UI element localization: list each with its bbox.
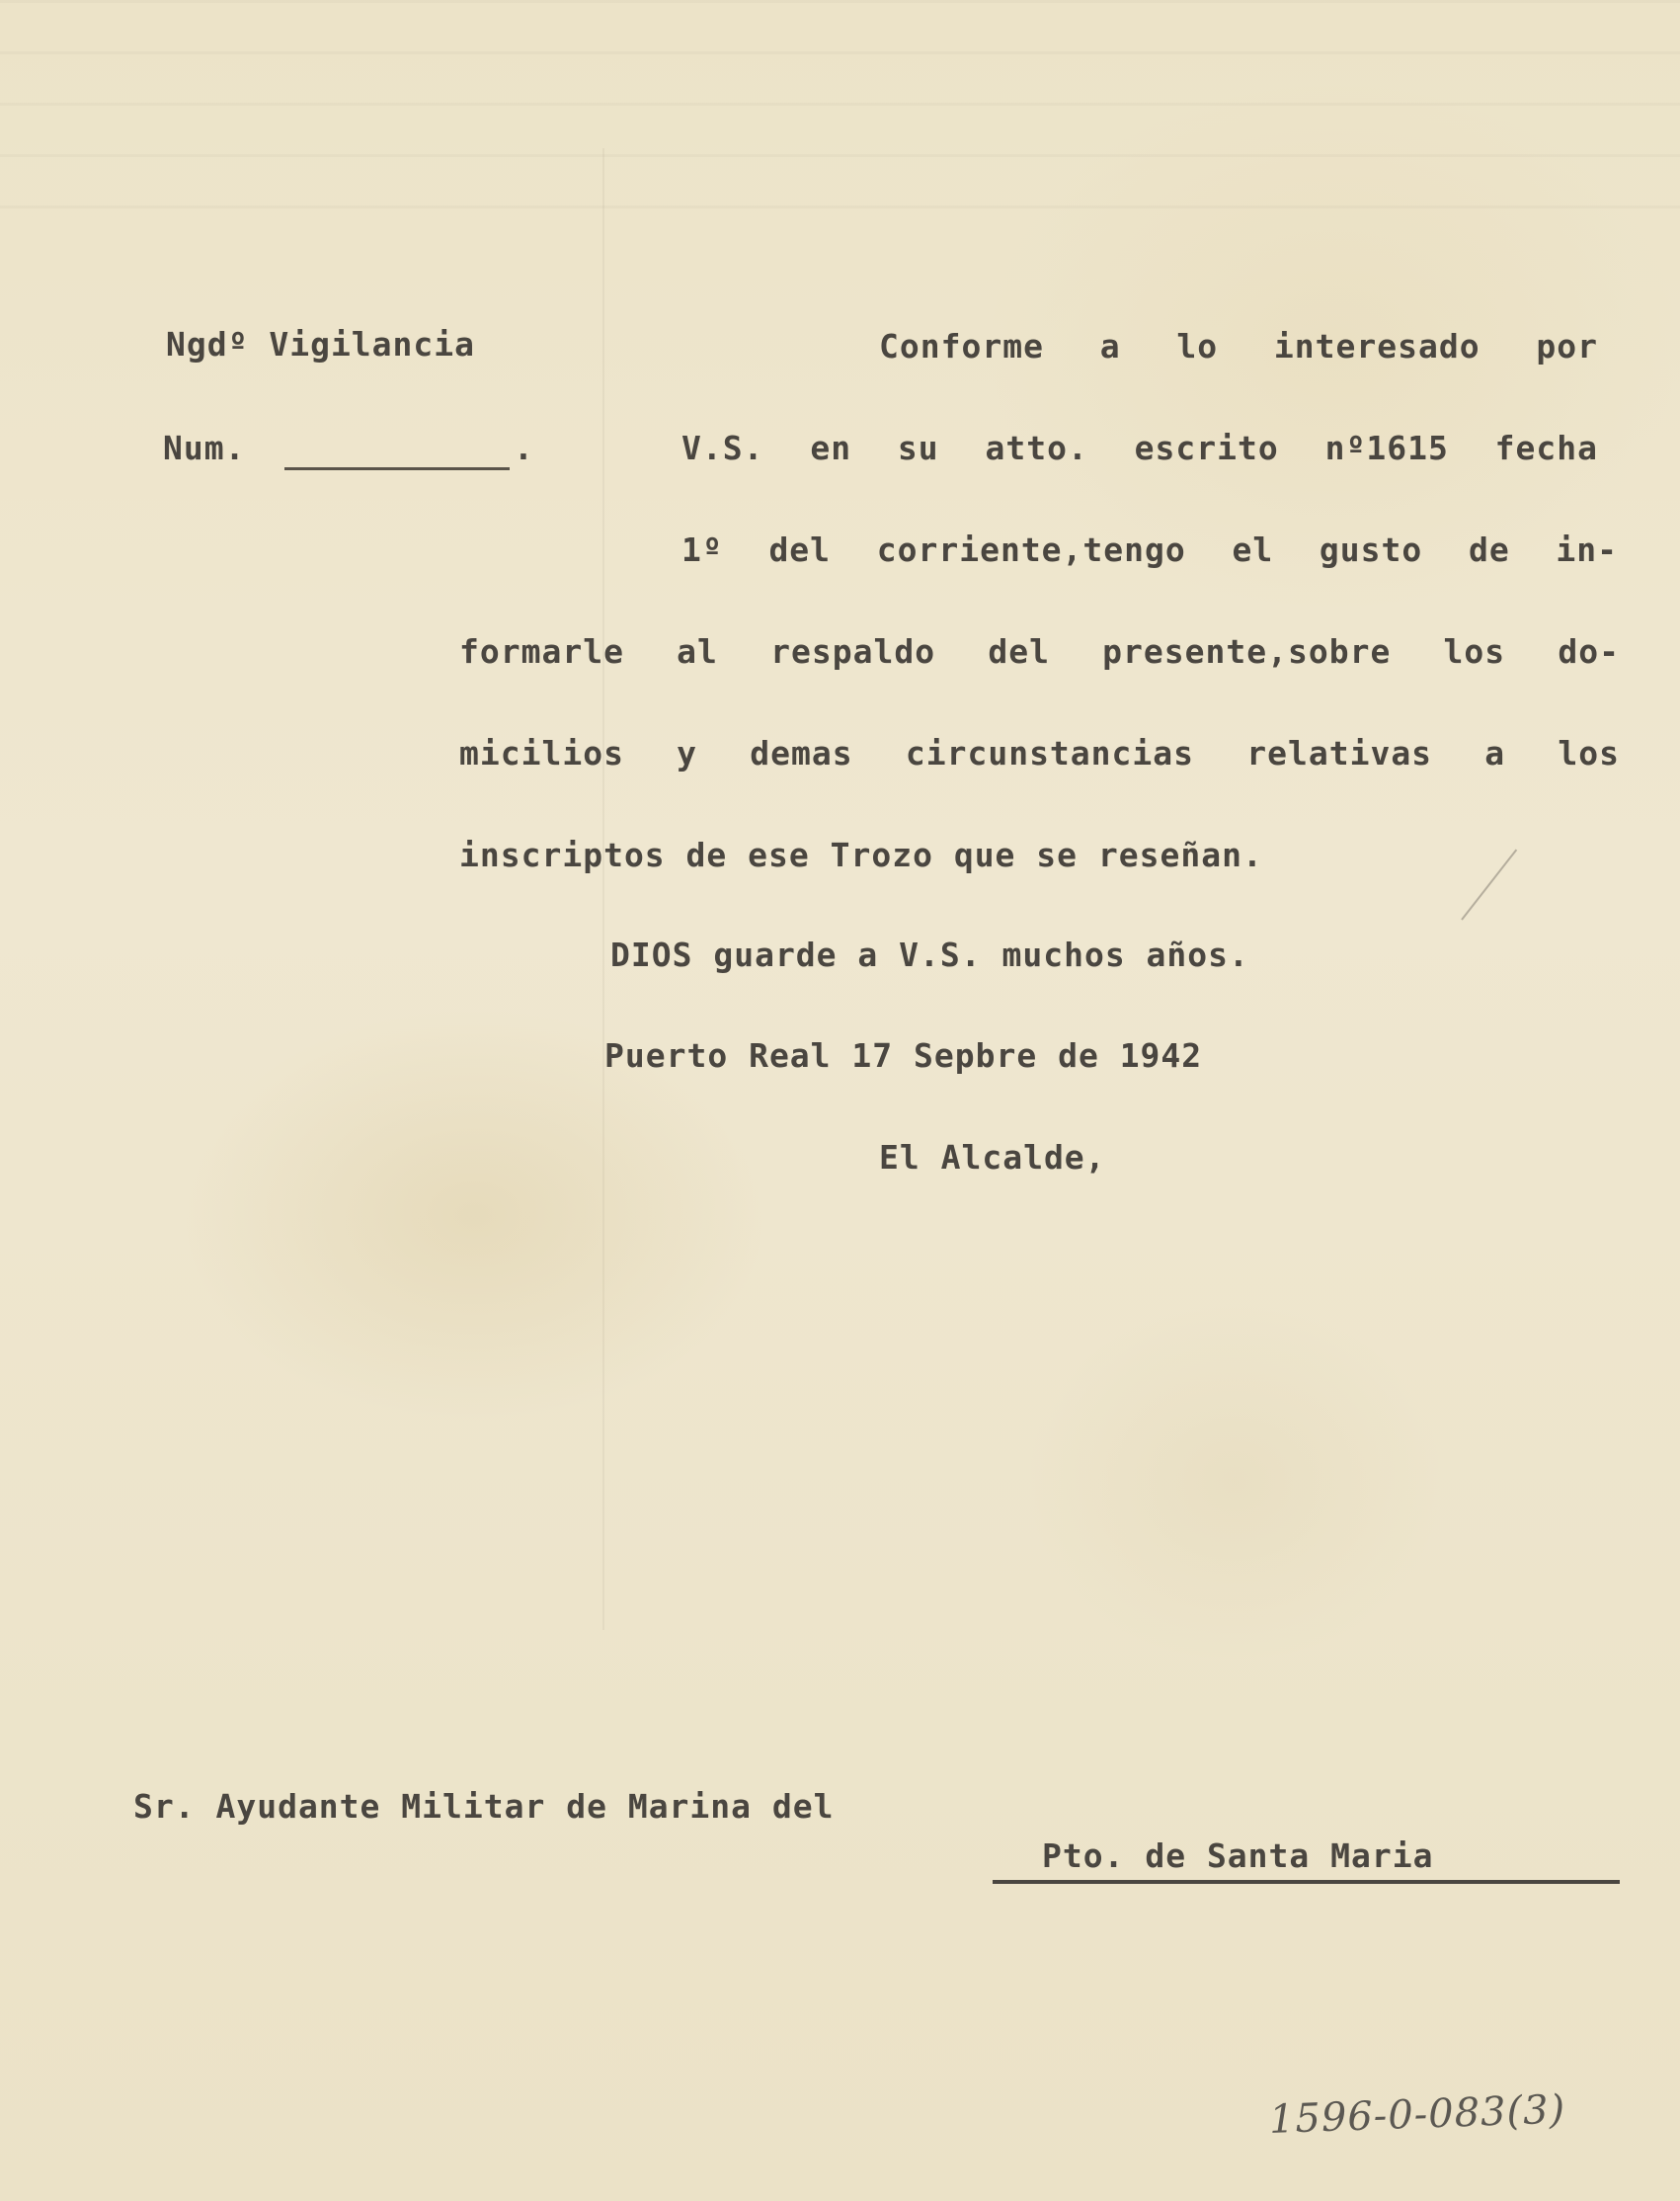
body-line-2: V.S. en su atto. escrito nº1615 fecha [681, 429, 1598, 467]
addressee-line-1: Sr. Ayudante Militar de Marina del [133, 1787, 835, 1826]
pencil-stroke [1461, 849, 1517, 920]
number-label: Num. [163, 429, 246, 467]
archive-reference: 1596-0-083(3) [1268, 2086, 1566, 2143]
closing-salutation: DIOS guarde a V.S. muchos años. [610, 936, 1249, 974]
addressee-underline [993, 1880, 1620, 1884]
place-and-date: Puerto Real 17 Sepbre de 1942 [604, 1036, 1203, 1075]
signatory-title: El Alcalde, [879, 1138, 1106, 1177]
body-line-5: micilios y demas circunstancias relativas a los [459, 734, 1620, 773]
department-label: Ngdº Vigilancia [166, 325, 476, 364]
body-line-4: formarle al respaldo del presente,sobre los do- [459, 632, 1620, 671]
number-terminator: . [514, 429, 534, 467]
paper-fold-line [602, 148, 604, 1630]
body-line-6: inscriptos de ese Trozo que se reseñan. [459, 836, 1263, 874]
body-line-3: 1º del corriente,tengo el gusto de in- [681, 530, 1618, 569]
number-blank-line [284, 467, 510, 470]
addressee-line-2: Pto. de Santa Maria [1042, 1836, 1434, 1875]
body-line-1: Conforme a lo interesado por [879, 327, 1598, 366]
bleed-through-texture [0, 0, 1680, 227]
